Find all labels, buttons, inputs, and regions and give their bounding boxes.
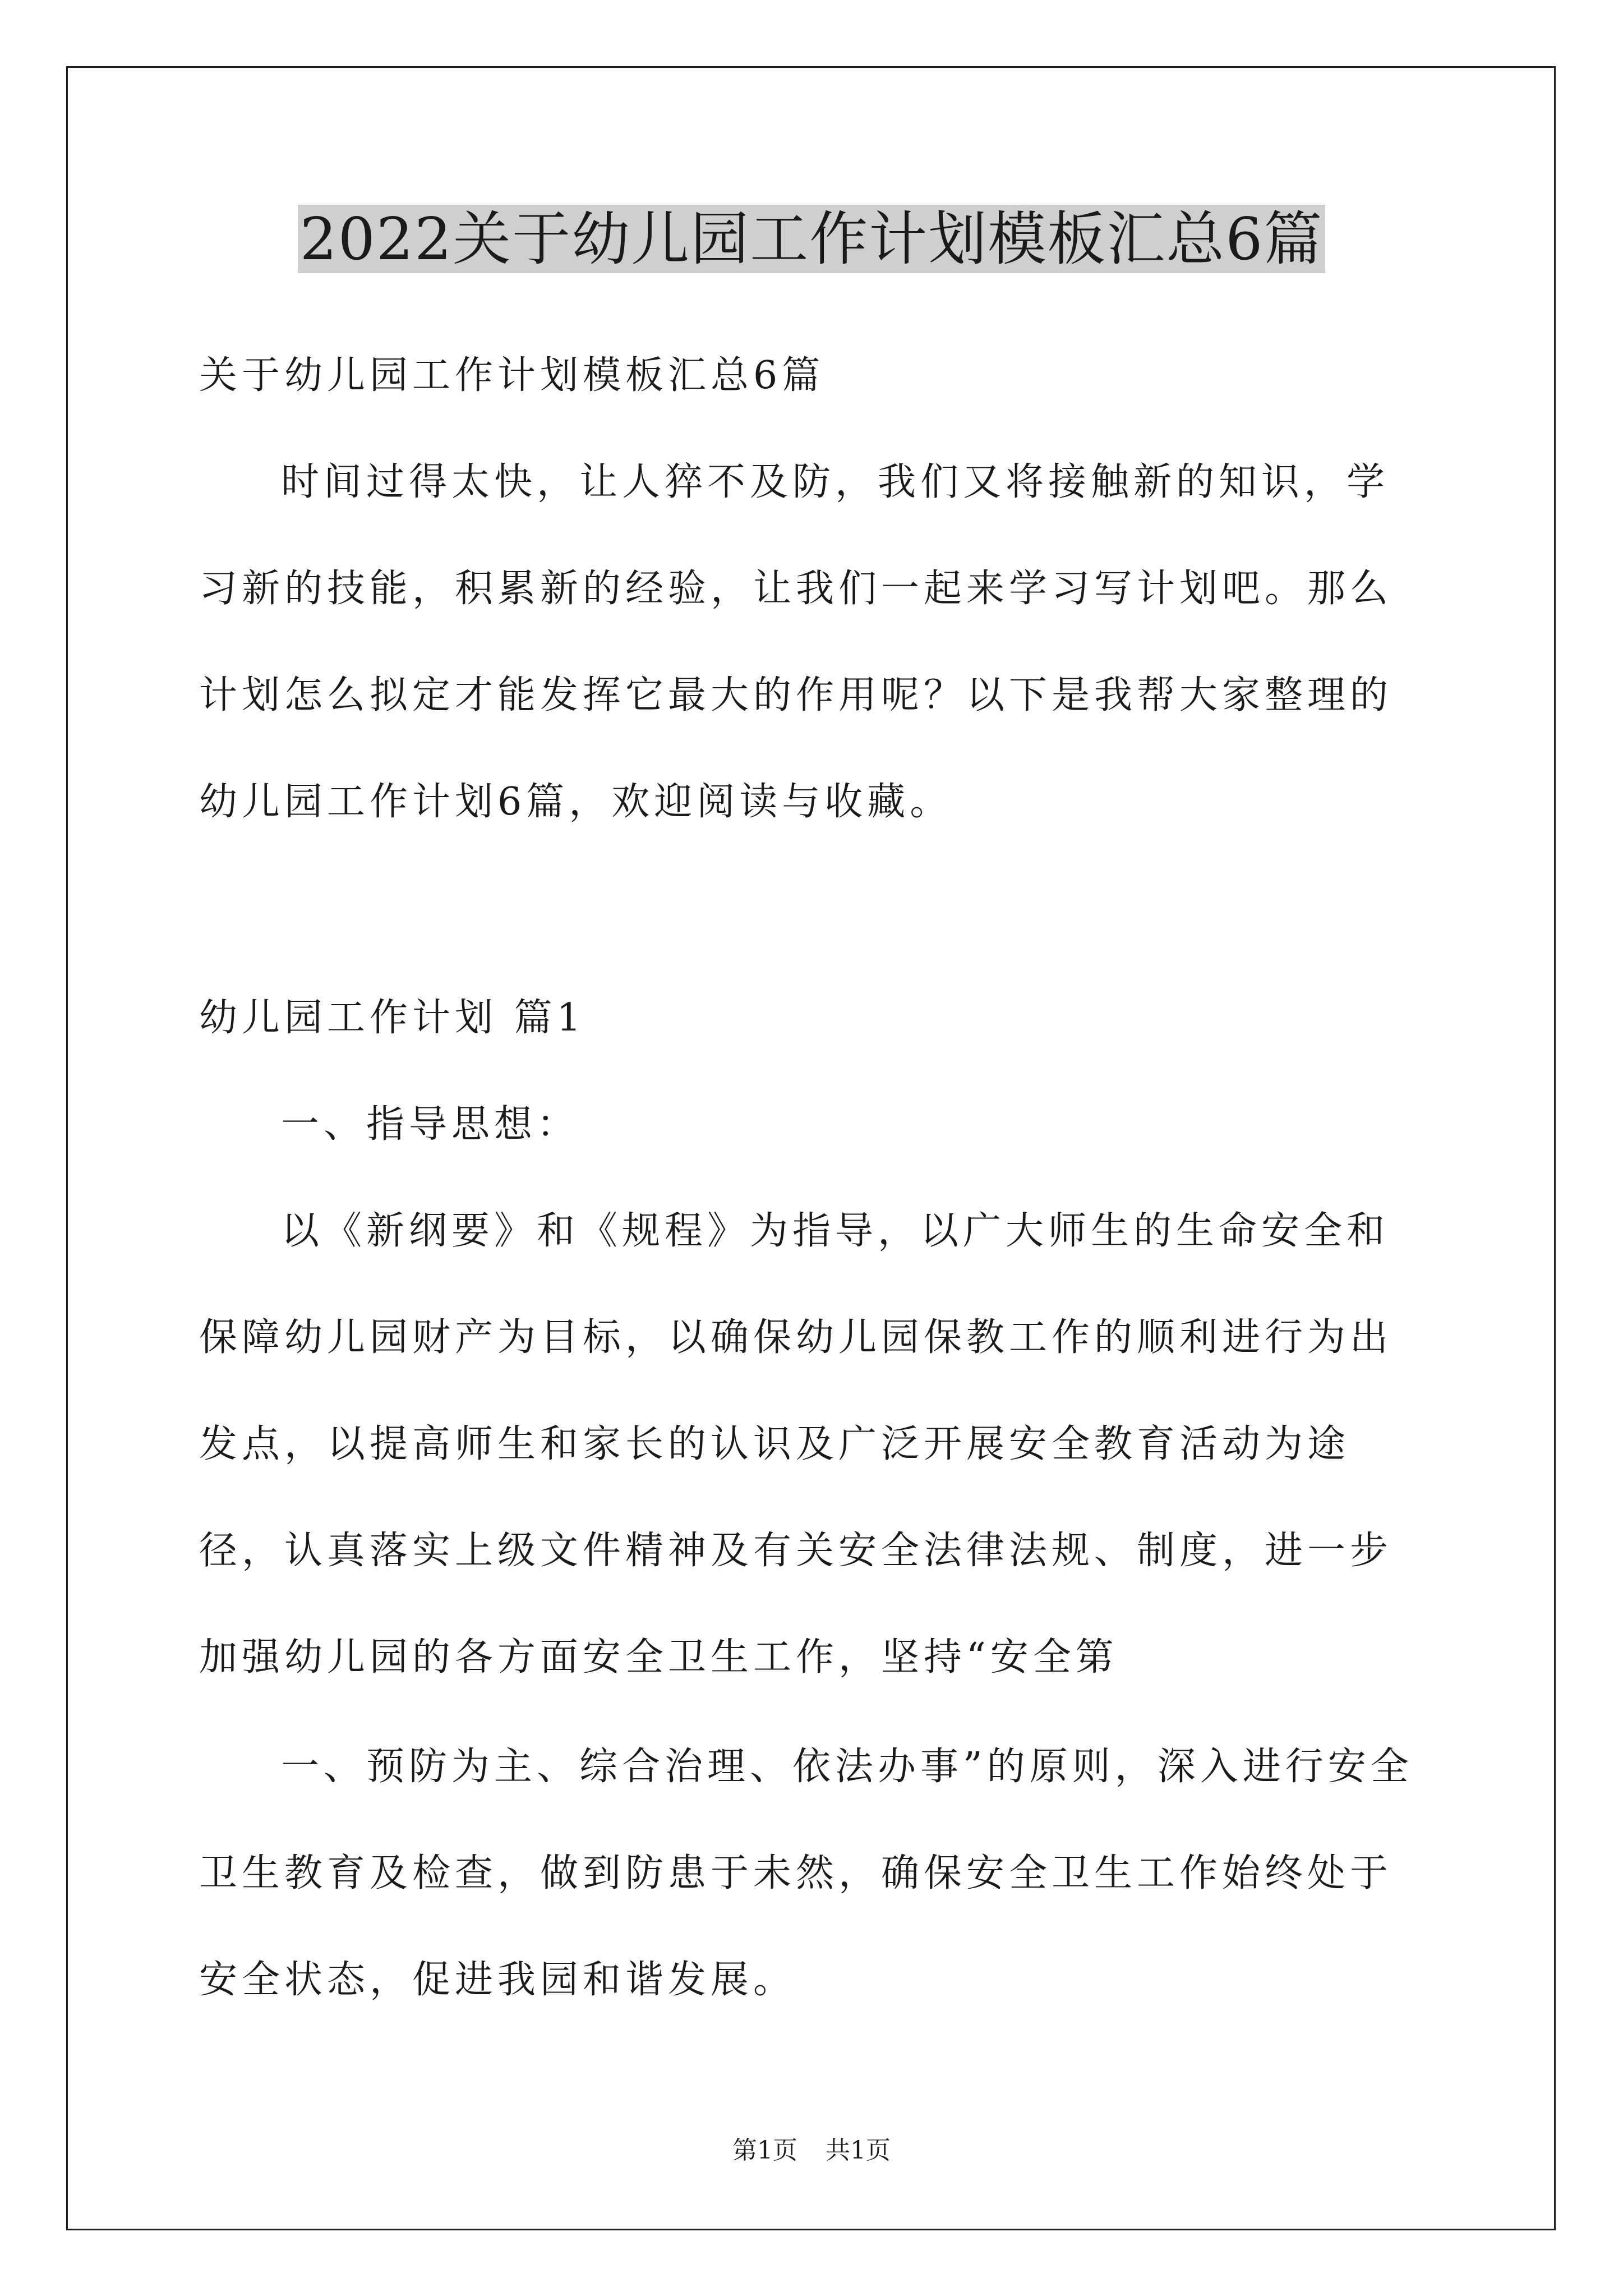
item-heading: 一、指导思想： — [281, 1102, 580, 1147]
document-title-text: 2022关于幼儿园工作计划模板汇总6篇 — [298, 205, 1326, 273]
intro-paragraph: 时间过得太快，让人猝不及防，我们又将接触新的知识，学习新的技能，积累新的经验，让我们一起来学习写计划吧。那么计划怎么拟定才能发挥它最大的作用呢？以下是我帮大家整理的幼儿园工作计划6篇，欢迎阅读与收藏。 — [199, 460, 1393, 824]
body-paragraph: 以《新纲要》和《规程》为指导，以广大师生的生命安全和保障幼儿园财产为目标，以确保幼儿园保教工作的顺利进行为出发点，以提高师生和家长的认识及广泛开展安全教育活动为途径，认真落实上级文件精神及有关安全法律法规、制度，进一步加强幼儿园的各方面安全卫生工作，坚持“安全第 — [199, 1209, 1393, 1680]
document-subtitle: 关于幼儿园工作计划模板汇总6篇 — [199, 353, 825, 398]
body-paragraph-continued: 一、预防为主、综合治理、依法办事”的原则，深入进行安全卫生教育及检查，做到防患于未然，确保安全卫生工作始终处于安全状态，促进我园和谐发展。 — [199, 1745, 1413, 2002]
page-number-current: 第1页 — [732, 2136, 797, 2165]
page-footer — [0, 2134, 1623, 2168]
section-heading: 幼儿园工作计划 篇1 — [199, 996, 585, 1040]
page-number-total: 共1页 — [826, 2136, 891, 2165]
document-title — [0, 200, 1623, 278]
